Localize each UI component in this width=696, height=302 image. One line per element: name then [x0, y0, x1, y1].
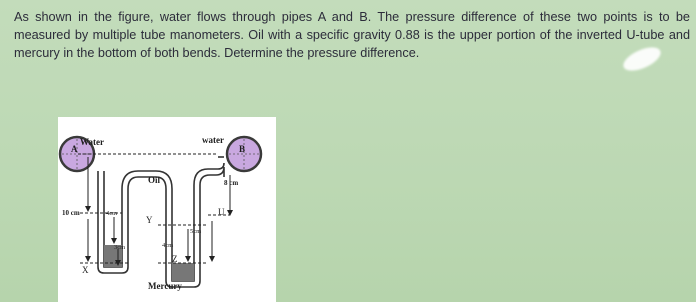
water-left-label: Water: [80, 137, 104, 147]
10cm-label: 10 cm: [62, 209, 80, 217]
pipe-b: [227, 137, 261, 171]
u-label: U: [218, 207, 225, 217]
5cm-label: 5cm: [190, 228, 202, 235]
4cm-left-label: 4cm: [106, 210, 118, 217]
point-a-label: A: [71, 144, 78, 154]
mercury-label: Mercury: [148, 281, 182, 291]
problem-statement: As shown in the figure, water flows through pipes A and B. The pressure difference of these two points is to be measured by multiple tube manometers. Oil with a specific gravity 0.88 is the upper portion of the inverted U-tube and mercury in the bottom of both bends. Determine the pressure difference.: [14, 10, 690, 60]
manometer-figure: [58, 117, 276, 302]
8cm-label: 8 cm: [224, 179, 239, 187]
4cm-mid-label: 4cm: [162, 242, 174, 249]
z-label: Z: [172, 254, 178, 264]
manometer-tubes: [98, 157, 224, 287]
x-label: X: [82, 265, 89, 275]
water-right-label: water: [202, 135, 224, 145]
y-label: Y: [146, 215, 153, 225]
manometer-diagram: [58, 117, 276, 302]
oil-label: Oil: [148, 175, 161, 185]
3cm-label: 3cm: [114, 244, 126, 251]
point-b-label: B: [239, 144, 246, 154]
